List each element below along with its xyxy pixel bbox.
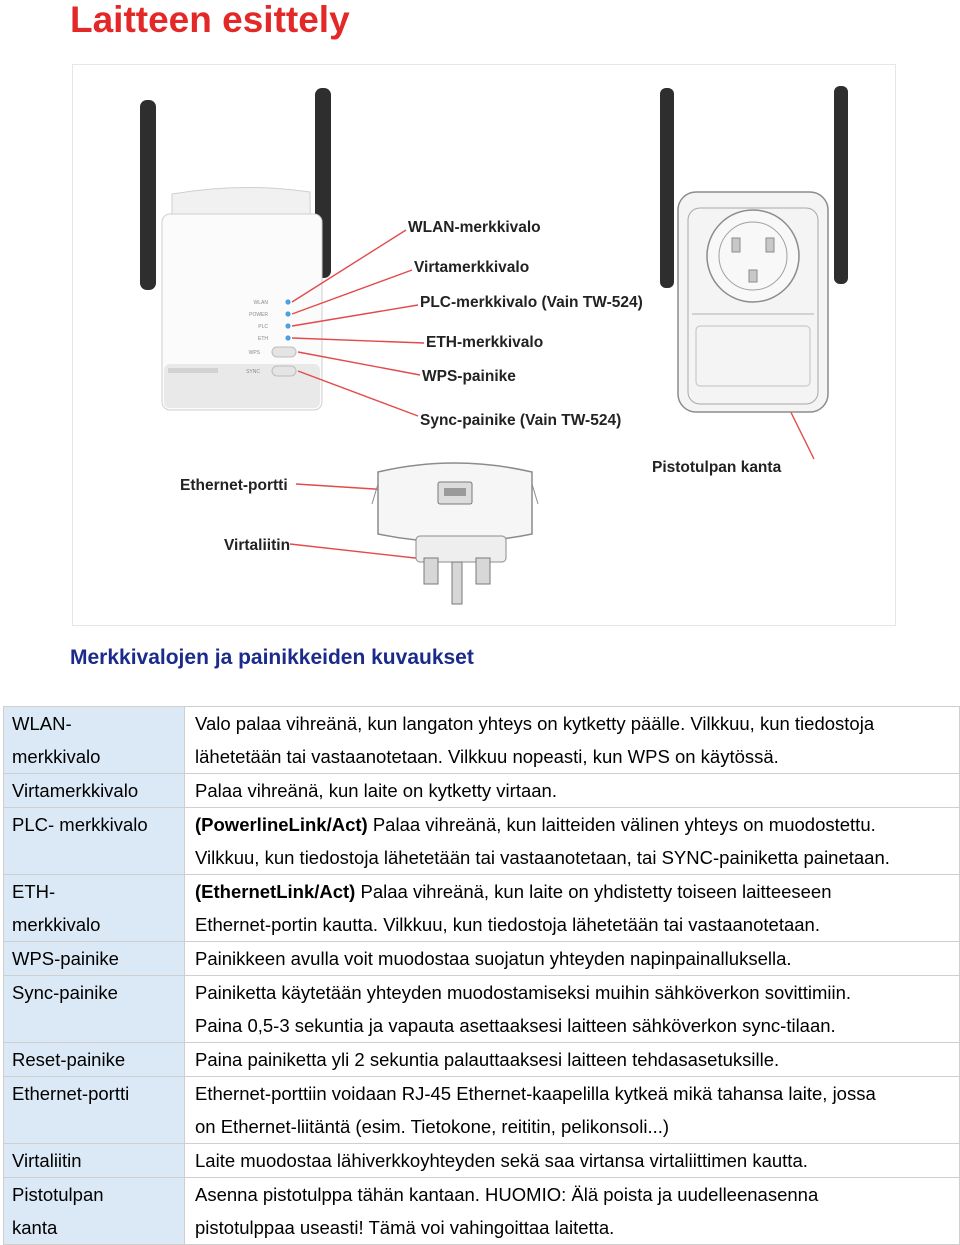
row-description	[185, 1144, 960, 1178]
led-label-wlan: WLAN	[253, 300, 268, 306]
page-title: Laitteen esittely	[70, 0, 350, 40]
row-description	[185, 976, 960, 1043]
led-label-plc: PLC	[258, 324, 268, 330]
table-row	[4, 1144, 960, 1178]
wps-button	[272, 347, 296, 357]
label-power: Virtamerkkivalo	[414, 259, 530, 276]
row-description	[185, 707, 960, 774]
description-bold: (PowerlineLink/Act)	[195, 814, 368, 835]
description-line: pistotulppaa useasti! Tämä voi vahingoittaa laitetta.	[195, 1217, 615, 1238]
term-line: merkkivalo	[12, 746, 101, 767]
term-line: merkkivalo	[12, 914, 101, 935]
row-description	[185, 875, 960, 942]
row-term	[4, 774, 185, 808]
description-line: Palaa vihreänä, kun laitteiden välinen yhteys on muodostettu.	[367, 814, 876, 835]
description-line: Ethernet-porttiin voidaan RJ-45 Ethernet-kaapelilla kytkeä mikä tahansa laite, jossa	[195, 1083, 876, 1104]
label-wps: WPS-painike	[422, 368, 516, 385]
term-line: WPS-painike	[12, 948, 119, 969]
label-socket: Pistotulpan kanta	[652, 459, 782, 476]
table-row	[4, 808, 960, 875]
btn-label-wps: WPS	[248, 350, 260, 356]
table-row	[4, 875, 960, 942]
label-eth: ETH-merkkivalo	[426, 334, 544, 351]
table-row	[4, 774, 960, 808]
description-line: Paina 0,5-3 sekuntia ja vapauta asettaaksesi laitteen sähköverkon sync-tilaan.	[195, 1015, 836, 1036]
row-term	[4, 1144, 185, 1178]
sync-button	[272, 366, 296, 376]
term-line: WLAN-	[12, 713, 72, 734]
description-line: lähetetään tai vastaanotetaan. Vilkkuu nopeasti, kun WPS on käytössä.	[195, 746, 779, 767]
row-description	[185, 774, 960, 808]
description-line: on Ethernet-liitäntä (esim. Tietokone, reititin, pelikonsoli...)	[195, 1116, 670, 1137]
label-sync: Sync-painike (Vain TW-524)	[420, 412, 622, 429]
table-row	[4, 942, 960, 976]
term-line: Pistotulpan	[12, 1184, 104, 1205]
led-label-power: POWER	[249, 312, 268, 318]
description-line: Vilkkuu, kun tiedostoja lähetetään tai vastaanotetaan, tai SYNC-painiketta painetaan.	[195, 847, 890, 868]
row-term	[4, 707, 185, 774]
led-power	[285, 311, 290, 316]
description-line: Asenna pistotulppa tähän kantaan. HUOMIO: Älä poista ja uudelleenasenna	[195, 1184, 819, 1205]
description-line: Laite muodostaa lähiverkkoyhteyden sekä saa virtansa virtaliittimen kautta.	[195, 1150, 808, 1171]
row-term	[4, 942, 185, 976]
term-line: Reset-painike	[12, 1049, 126, 1070]
label-plc: PLC-merkkivalo (Vain TW-524)	[420, 294, 643, 311]
description-line: Valo palaa vihreänä, kun langaton yhteys on kytketty päälle. Vilkkuu, kun tiedostoja	[195, 713, 875, 734]
plug-pin-right	[476, 558, 490, 584]
plug-pin-left	[424, 558, 438, 584]
table-row	[4, 707, 960, 774]
rear-antenna-right	[834, 86, 848, 284]
label-power-plug: Virtaliitin	[224, 537, 291, 554]
section-title: Merkkivalojen ja painikkeiden kuvaukset	[70, 646, 474, 669]
table-row	[4, 1178, 960, 1245]
row-description	[185, 942, 960, 976]
term-line: Virtaliitin	[12, 1150, 82, 1171]
description-line: Palaa vihreänä, kun laite on yhdistetty toiseen laitteeseen	[355, 881, 832, 902]
description-table	[3, 706, 960, 1245]
row-description	[185, 1178, 960, 1245]
row-term	[4, 1043, 185, 1077]
left-antenna	[140, 100, 156, 290]
term-line: PLC- merkkivalo	[12, 814, 148, 835]
plug-pin-center	[452, 562, 462, 604]
term-line: Sync-painike	[12, 982, 118, 1003]
term-line: Virtamerkkivalo	[12, 780, 139, 801]
table-row	[4, 1043, 960, 1077]
row-term	[4, 976, 185, 1043]
row-term	[4, 1077, 185, 1144]
label-ethernet-port: Ethernet-portti	[180, 477, 288, 494]
device-figure	[72, 64, 896, 626]
term-line: kanta	[12, 1217, 58, 1238]
description-line: Painiketta käytetään yhteyden muodostamiseksi muihin sähköverkon sovittimiin.	[195, 982, 852, 1003]
description-line: Painikkeen avulla voit muodostaa suojatun yhteyden napinpainalluksella.	[195, 948, 792, 969]
description-line: Paina painiketta yli 2 sekuntia palauttaaksesi laitteen tehdasasetuksille.	[195, 1049, 780, 1070]
led-plc	[285, 323, 290, 328]
row-term	[4, 1178, 185, 1245]
row-description	[185, 808, 960, 875]
table-row	[4, 976, 960, 1043]
label-wlan: WLAN-merkkivalo	[408, 219, 541, 236]
socket-base	[707, 210, 799, 302]
term-line: ETH-	[12, 881, 56, 902]
led-wlan	[285, 299, 290, 304]
description-line: Palaa vihreänä, kun laite on kytketty virtaan.	[195, 780, 557, 801]
led-eth	[285, 335, 290, 340]
row-term	[4, 875, 185, 942]
led-label-eth: ETH	[258, 336, 268, 342]
description-bold: (EthernetLink/Act)	[195, 881, 356, 902]
rear-antenna-left	[660, 88, 674, 288]
table-row	[4, 1077, 960, 1144]
row-term	[4, 808, 185, 875]
description-line: Ethernet-portin kautta. Vilkkuu, kun tiedostoja lähetetään tai vastaanotetaan.	[195, 914, 820, 935]
btn-label-sync: SYNC	[246, 369, 260, 375]
row-description	[185, 1077, 960, 1144]
row-description	[185, 1043, 960, 1077]
term-line: Ethernet-portti	[12, 1083, 130, 1104]
